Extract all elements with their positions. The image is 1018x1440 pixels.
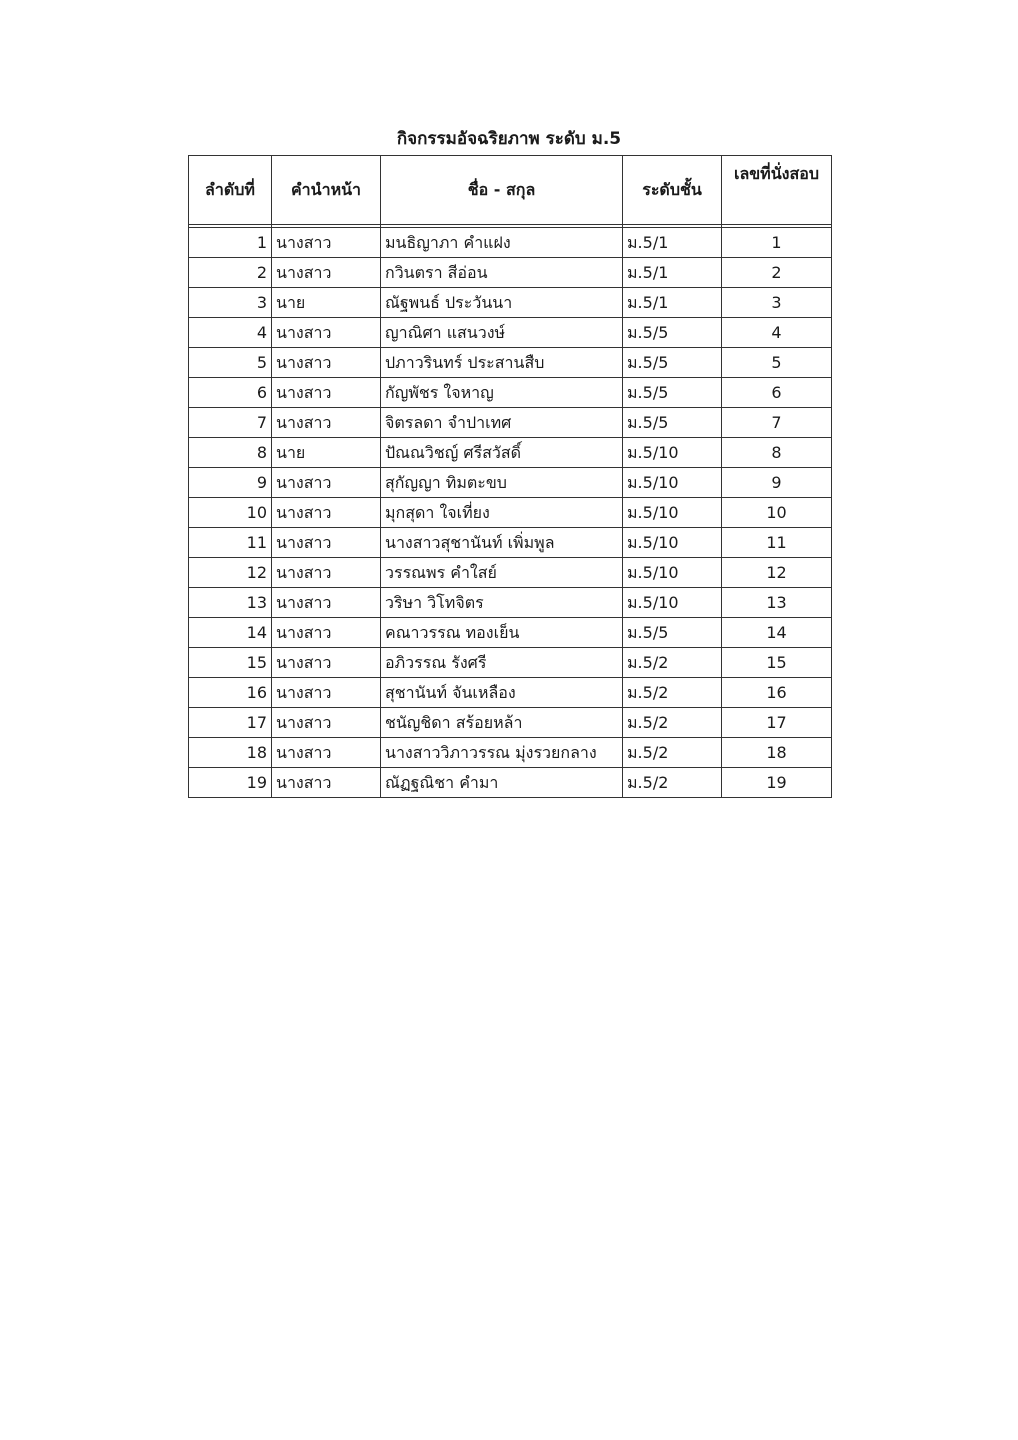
cell-name: วรรณพร คำใสย์ <box>381 558 623 588</box>
cell-seat: 8 <box>722 438 832 468</box>
cell-name: กวินตรา สีอ่อน <box>381 258 623 288</box>
cell-name: ปัณณวิชญ์ ศรีสวัสดิ์ <box>381 438 623 468</box>
cell-no: 6 <box>189 378 272 408</box>
cell-seat: 16 <box>722 678 832 708</box>
cell-class: ม.5/2 <box>623 768 722 798</box>
cell-name: นางสาวสุชานันท์ เพิ่มพูล <box>381 528 623 558</box>
cell-seat: 17 <box>722 708 832 738</box>
cell-seat: 15 <box>722 648 832 678</box>
table-row <box>189 618 832 648</box>
table-body <box>189 225 832 798</box>
document-title: กิจกรรมอัจฉริยภาพ ระดับ ม.5 <box>396 129 622 149</box>
table-row <box>189 588 832 618</box>
cell-prefix: นางสาว <box>272 318 381 348</box>
cell-no: 9 <box>189 468 272 498</box>
header-name: ชื่อ - สกุล <box>381 156 623 225</box>
cell-no: 10 <box>189 498 272 528</box>
table-header <box>189 156 832 225</box>
table-row <box>189 468 832 498</box>
cell-prefix: นางสาว <box>272 618 381 648</box>
cell-prefix: นางสาว <box>272 228 381 258</box>
cell-seat: 1 <box>722 228 832 258</box>
cell-prefix: นางสาว <box>272 498 381 528</box>
table-row <box>189 558 832 588</box>
cell-class: ม.5/1 <box>623 288 722 318</box>
header-seat: เลขที่นั่งสอบ <box>722 156 832 225</box>
cell-seat: 5 <box>722 348 832 378</box>
cell-prefix: นางสาว <box>272 588 381 618</box>
cell-prefix: นางสาว <box>272 378 381 408</box>
cell-class: ม.5/5 <box>623 408 722 438</box>
table-row <box>189 708 832 738</box>
cell-prefix: นางสาว <box>272 738 381 768</box>
table-row <box>189 528 832 558</box>
cell-seat: 10 <box>722 498 832 528</box>
cell-seat: 4 <box>722 318 832 348</box>
cell-name: ญาณิศา แสนวงษ์ <box>381 318 623 348</box>
cell-no: 3 <box>189 288 272 318</box>
cell-seat: 12 <box>722 558 832 588</box>
table-row <box>189 378 832 408</box>
cell-seat: 14 <box>722 618 832 648</box>
cell-seat: 9 <box>722 468 832 498</box>
table-row <box>189 678 832 708</box>
cell-prefix: นาย <box>272 288 381 318</box>
table-row <box>189 498 832 528</box>
cell-no: 5 <box>189 348 272 378</box>
cell-prefix: นางสาว <box>272 648 381 678</box>
table-row <box>189 738 832 768</box>
cell-name: กัญพัชร ใจหาญ <box>381 378 623 408</box>
cell-class: ม.5/10 <box>623 588 722 618</box>
cell-no: 17 <box>189 708 272 738</box>
cell-class: ม.5/2 <box>623 708 722 738</box>
cell-class: ม.5/1 <box>623 258 722 288</box>
table-row <box>189 438 832 468</box>
cell-seat: 7 <box>722 408 832 438</box>
cell-class: ม.5/5 <box>623 348 722 378</box>
cell-class: ม.5/2 <box>623 738 722 768</box>
cell-class: ม.5/10 <box>623 528 722 558</box>
cell-prefix: นางสาว <box>272 258 381 288</box>
cell-no: 18 <box>189 738 272 768</box>
cell-name: จิตรลดา จำปาเทศ <box>381 408 623 438</box>
cell-no: 8 <box>189 438 272 468</box>
cell-no: 12 <box>189 558 272 588</box>
table-row <box>189 648 832 678</box>
cell-prefix: นางสาว <box>272 468 381 498</box>
cell-prefix: นางสาว <box>272 408 381 438</box>
cell-name: อภิวรรณ รังศรี <box>381 648 623 678</box>
cell-class: ม.5/10 <box>623 498 722 528</box>
cell-seat: 2 <box>722 258 832 288</box>
cell-class: ม.5/10 <box>623 468 722 498</box>
cell-no: 1 <box>189 228 272 258</box>
cell-seat: 3 <box>722 288 832 318</box>
cell-name: มุกสุดา ใจเที่ยง <box>381 498 623 528</box>
cell-no: 19 <box>189 768 272 798</box>
cell-prefix: นางสาว <box>272 768 381 798</box>
cell-class: ม.5/5 <box>623 378 722 408</box>
cell-no: 11 <box>189 528 272 558</box>
header-class: ระดับชั้น <box>623 156 722 225</box>
table-row <box>189 258 832 288</box>
header-row <box>189 156 832 225</box>
cell-name: คณาวรรณ ทองเย็น <box>381 618 623 648</box>
table-row <box>189 288 832 318</box>
cell-class: ม.5/2 <box>623 648 722 678</box>
cell-prefix: นางสาว <box>272 678 381 708</box>
header-prefix: คำนำหน้า <box>272 156 381 225</box>
cell-no: 16 <box>189 678 272 708</box>
cell-class: ม.5/5 <box>623 318 722 348</box>
table-row <box>189 348 832 378</box>
cell-prefix: นางสาว <box>272 348 381 378</box>
cell-seat: 19 <box>722 768 832 798</box>
cell-no: 4 <box>189 318 272 348</box>
cell-prefix: นางสาว <box>272 558 381 588</box>
cell-seat: 13 <box>722 588 832 618</box>
cell-class: ม.5/1 <box>623 228 722 258</box>
cell-no: 13 <box>189 588 272 618</box>
cell-name: ณัฏฐณิชา คำมา <box>381 768 623 798</box>
cell-no: 14 <box>189 618 272 648</box>
cell-seat: 6 <box>722 378 832 408</box>
cell-name: สุชานันท์ จันเหลือง <box>381 678 623 708</box>
cell-name: ปภาวรินทร์ ประสานสืบ <box>381 348 623 378</box>
cell-name: ชนัญชิดา สร้อยหล้า <box>381 708 623 738</box>
cell-name: นางสาววิภาวรรณ มุ่งรวยกลาง <box>381 738 623 768</box>
cell-class: ม.5/10 <box>623 558 722 588</box>
student-roster-table <box>188 155 832 798</box>
cell-no: 15 <box>189 648 272 678</box>
cell-prefix: นางสาว <box>272 708 381 738</box>
cell-seat: 11 <box>722 528 832 558</box>
cell-name: ณัฐพนธ์ ประวันนา <box>381 288 623 318</box>
table-row <box>189 768 832 798</box>
cell-class: ม.5/5 <box>623 618 722 648</box>
cell-class: ม.5/2 <box>623 678 722 708</box>
cell-no: 7 <box>189 408 272 438</box>
cell-name: มนธิญาภา คำแฝง <box>381 228 623 258</box>
table-row <box>189 228 832 258</box>
table-row <box>189 318 832 348</box>
cell-name: วริษา วิโทจิตร <box>381 588 623 618</box>
cell-no: 2 <box>189 258 272 288</box>
cell-name: สุกัญญา ทิมตะขบ <box>381 468 623 498</box>
header-no: ลำดับที่ <box>189 156 272 225</box>
cell-prefix: นางสาว <box>272 528 381 558</box>
cell-class: ม.5/10 <box>623 438 722 468</box>
cell-seat: 18 <box>722 738 832 768</box>
cell-prefix: นาย <box>272 438 381 468</box>
table-row <box>189 408 832 438</box>
